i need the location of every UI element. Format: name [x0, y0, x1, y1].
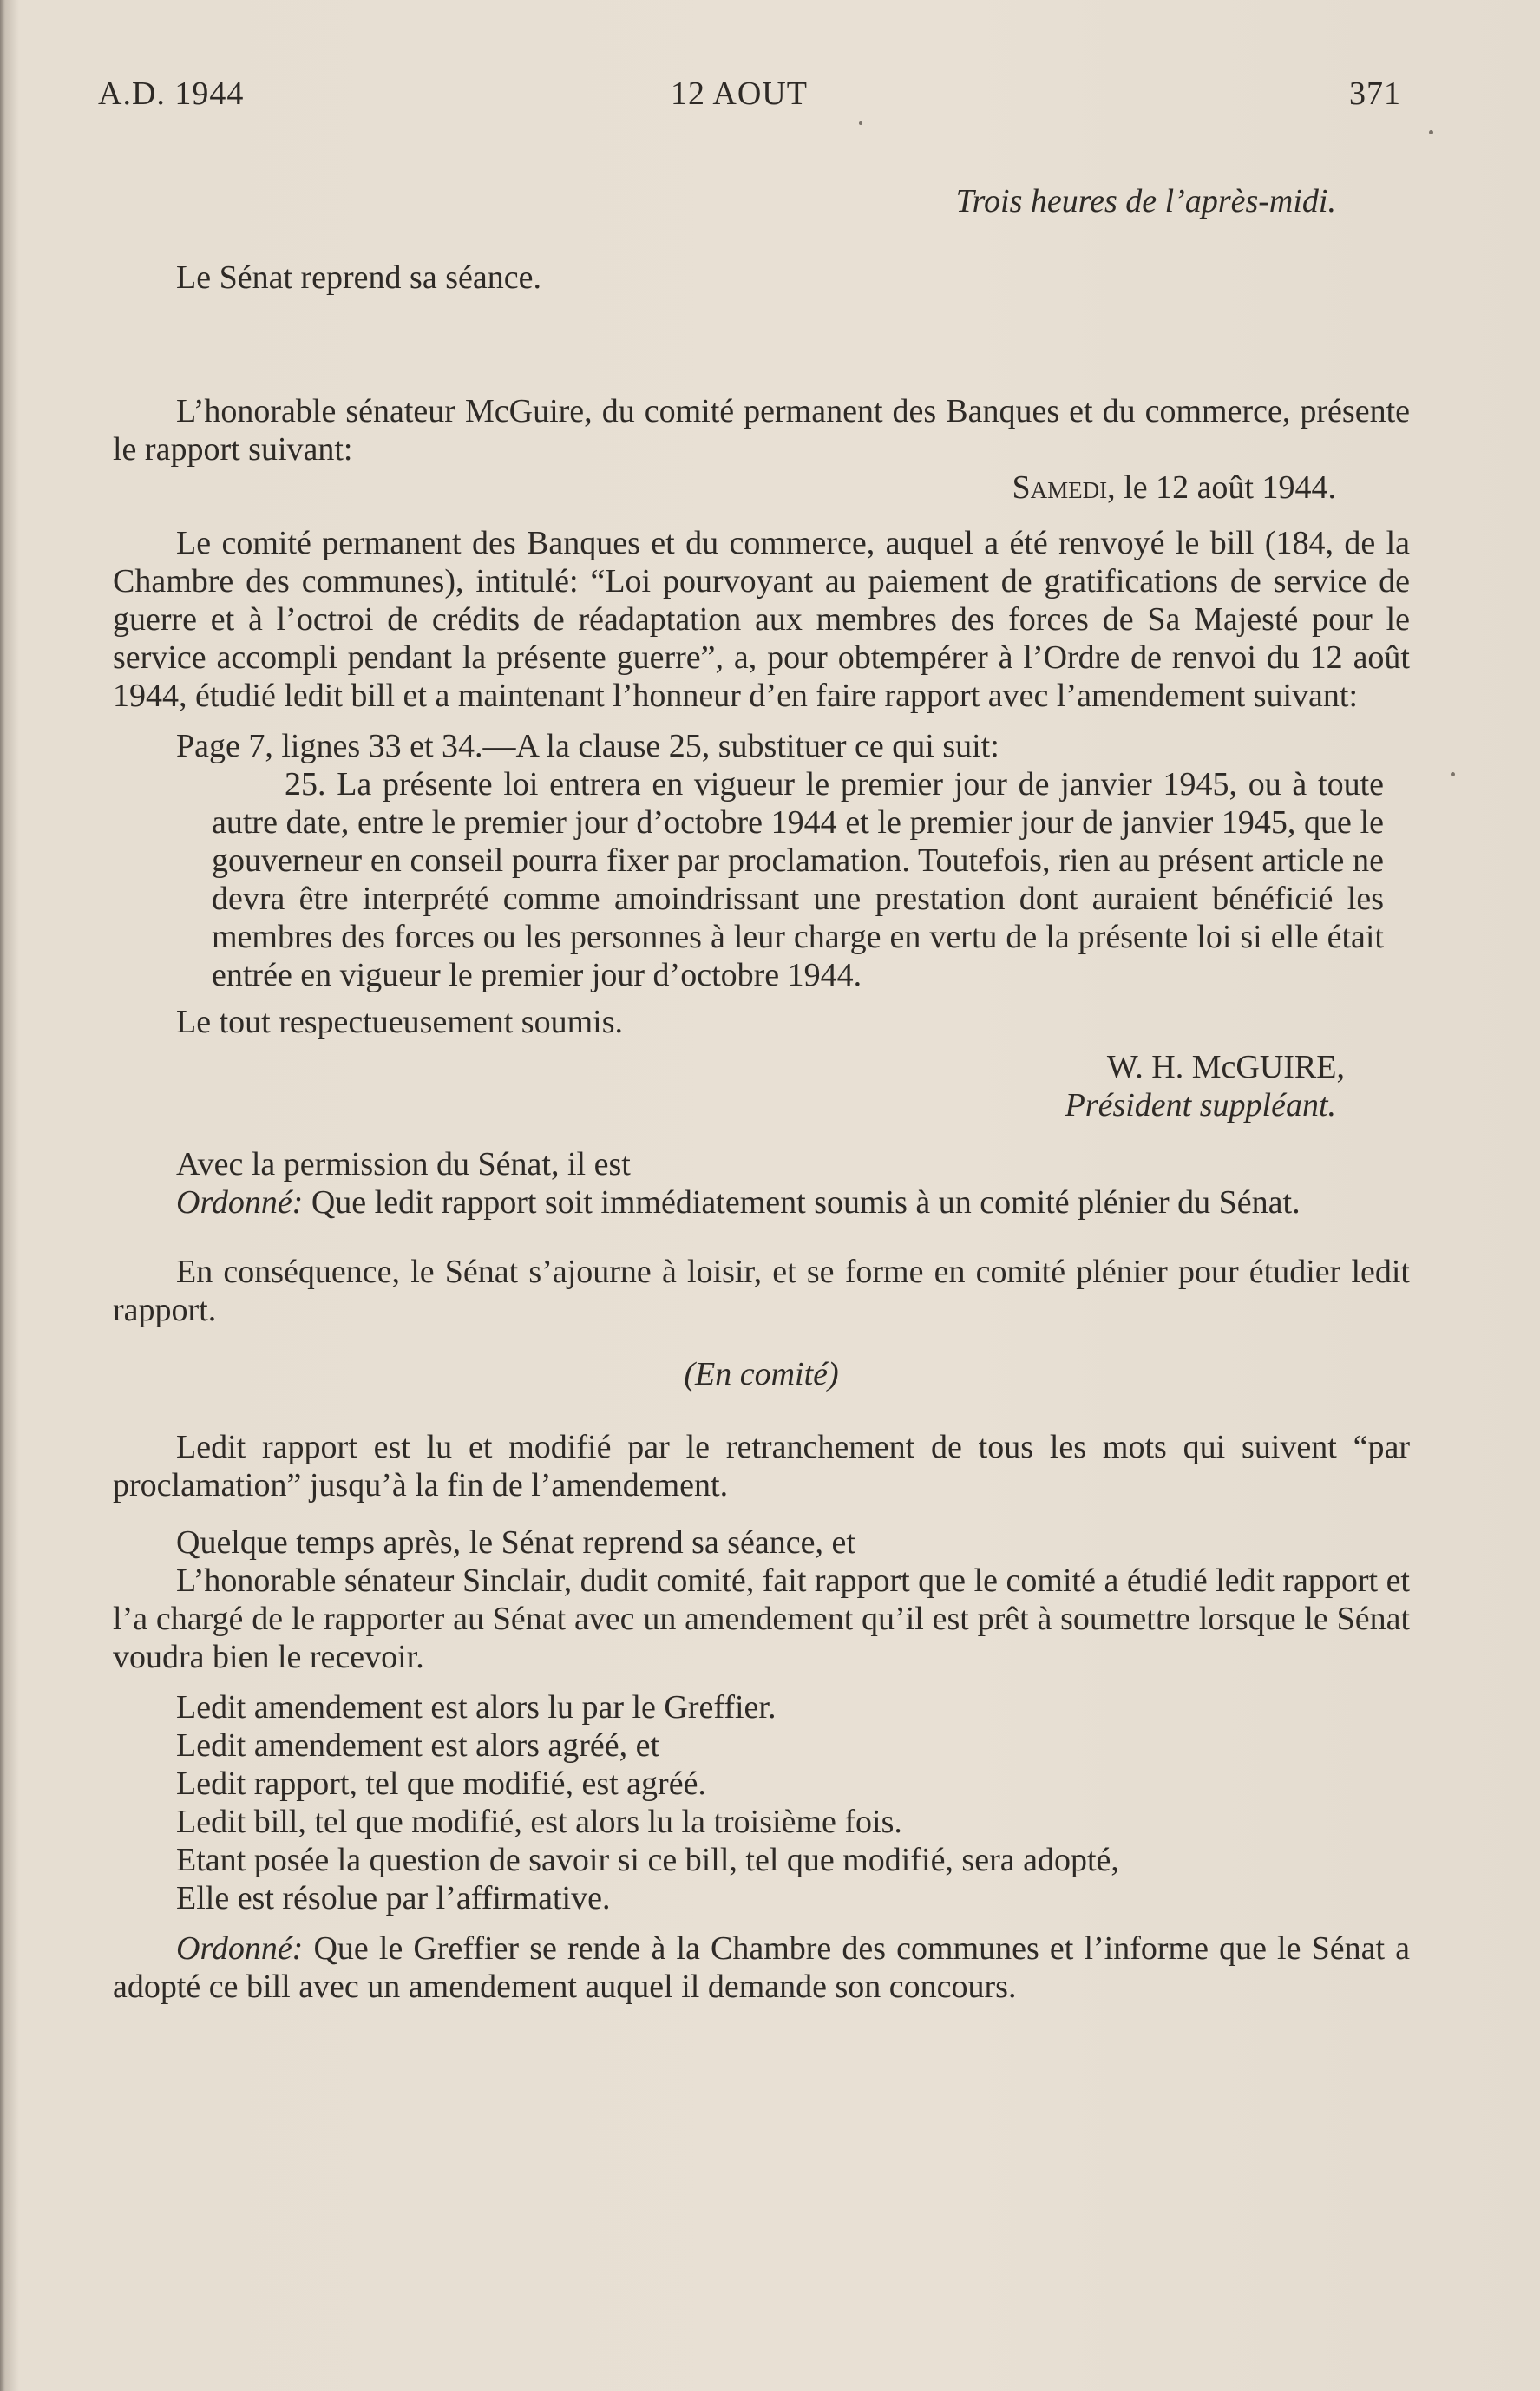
proceedings-list	[113, 1688, 1410, 1917]
signature-title: Président suppléant.	[1065, 1087, 1336, 1123]
paragraph-permission: Avec la permission du Sénat, il est	[176, 1146, 631, 1182]
page-header	[98, 75, 1401, 118]
paragraph-sinclair: L’honorable sénateur Sinclair, dudit comité, fait rapport que le comité a étudié ledit rapport et l’a chargé de le rapporter au Sénat avec un amendement qu’il est prêt à soumettre lorsque le Sénat voudra bien le recevoir.	[113, 1562, 1410, 1675]
proceeding-line: Ledit bill, tel que modifié, est alors lu la troisième fois.	[176, 1804, 902, 1840]
proceeding-line: Ledit amendement est alors agréé, et	[176, 1727, 660, 1764]
ordonne-text-1: Que ledit rapport soit immédiatement soumis à un comité plénier du Sénat.	[303, 1184, 1301, 1221]
en-comite-heading: (En comité)	[684, 1356, 839, 1392]
paragraph-en-consequence: En conséquence, le Sénat s’ajourne à loisir, et se forme en comité plénier pour étudier ledit rapport.	[113, 1254, 1410, 1328]
proceeding-line: Elle est résolue par l’affirmative.	[176, 1880, 611, 1916]
report-date-day: Samedi	[1012, 469, 1108, 506]
header-date: 12 AOUT	[671, 75, 808, 112]
ordonne-label-1: Ordonné:	[176, 1184, 304, 1221]
paragraph-ordonne-2	[113, 1929, 1410, 2006]
ordonne-text-2: Que le Greffier se rende à la Chambre des communes et l’informe que le Sénat a adopté ce bill avec un amendement auquel il demande son concours.	[113, 1930, 1410, 2005]
paper-speck	[1429, 130, 1433, 134]
amendment-quote: 25. La présente loi entrera en vigueur le premier jour de janvier 1945, ou à toute autre date, entre le premier jour d’octobre 1944 et le premier jour de janvier 1945, que le gouverneur en conseil pourra fixer par proclamation. Toutefois, rien au présent article ne devra être interprété comme amoindrissant une prestation dont auraient bénéficié les membres des forces ou les personnes à leur charge en vertu de la présente loi si elle était entrée en vigueur le premier jour d’octobre 1944.	[212, 766, 1384, 993]
paper-speck	[859, 121, 862, 125]
page-number: 371	[1349, 75, 1401, 112]
report-date	[113, 468, 1410, 507]
header-year: A.D. 1944	[98, 75, 245, 112]
paragraph-quelque-temps: Quelque temps après, le Sénat reprend sa séance, et	[176, 1524, 855, 1561]
report-date-rest: , le 12 août 1944.	[1107, 469, 1336, 506]
paper-speck	[1451, 772, 1455, 776]
paragraph-mcguire-rapport: L’honorable sénateur McGuire, du comité permanent des Banques et du commerce, présente le rapport suivant:	[113, 393, 1410, 468]
proceeding-line: Ledit rapport, tel que modifié, est agréé.	[176, 1765, 706, 1802]
proceeding-line: Etant posée la question de savoir si ce bill, tel que modifié, sera adopté,	[176, 1842, 1119, 1878]
ordonne-label-2: Ordonné:	[176, 1930, 304, 1967]
signature-name: W. H. McGUIRE,	[1106, 1049, 1345, 1085]
paragraph-comite-permanent: Le comité permanent des Banques et du commerce, auquel a été renvoyé le bill (184, de la Chambre des communes), intitulé: “Loi pourvoyant au paiement de gratifications de service de guerre et à l’octroi de crédits de réadaptation aux membres des forces de Sa Majesté pour le service accompli pendant la présente guerre”, a, pour obtempérer à l’Ordre de renvoi du 12 août 1944, étudié ledit bill et a maintenant l’honneur d’en faire rapport avec l’amendement suivant:	[113, 525, 1410, 714]
proceeding-line: Ledit amendement est alors lu par le Greffier.	[176, 1689, 777, 1726]
paragraph-senat-reprend: Le Sénat reprend sa séance.	[176, 259, 541, 296]
time-label: Trois heures de l’après-midi.	[955, 183, 1336, 219]
paragraph-ledit-rapport: Ledit rapport est lu et modifié par le retranchement de tous les mots qui suivent “par proclamation” jusqu’à la fin de l’amendement.	[113, 1429, 1410, 1503]
paragraph-page-7: Page 7, lignes 33 et 34.—A la clause 25, substituer ce qui suit:	[176, 728, 999, 764]
document-body	[113, 182, 1410, 2006]
paragraph-respectueusement: Le tout respectueusement soumis.	[176, 1004, 623, 1040]
paragraph-ordonne-1	[113, 1183, 1410, 1222]
